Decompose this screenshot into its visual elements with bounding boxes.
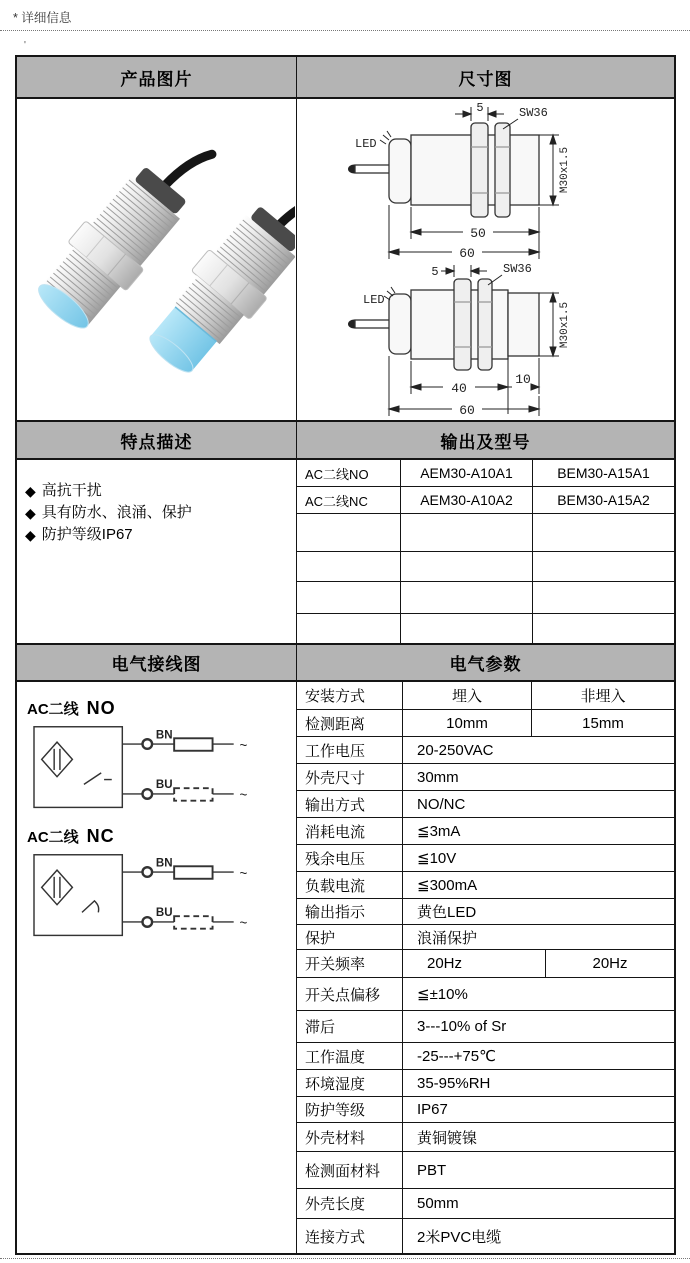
param-label: 防护等级 (297, 1097, 403, 1122)
feature-item (25, 502, 290, 524)
param-value: ≦3mA (417, 823, 461, 840)
dim1-thread-label: M30x1.5 (559, 146, 571, 194)
param-label: 安装方式 (297, 682, 403, 709)
header-electrical-params: 电气参数 (449, 655, 522, 674)
page-note: * 详细信息 (13, 11, 72, 25)
wire-bu-label: BU (155, 907, 173, 920)
dim2-gap-label: 5 (431, 265, 439, 279)
param-row (297, 1011, 674, 1043)
dim1-total-length-label: 60 (459, 246, 475, 261)
model-number: BEM30-A15A1 (557, 465, 650, 481)
wiring-cell (17, 682, 297, 1253)
header-product-image: 产品图片 (17, 57, 297, 97)
param-value: ≦10V (417, 850, 457, 867)
feature-text: 高抗干扰 (41, 482, 102, 499)
param-label: 外壳材料 (297, 1123, 403, 1151)
model-row-empty (297, 582, 674, 614)
param-value: ≦300mA (417, 877, 478, 894)
param-row (297, 1219, 674, 1253)
wiring-type: NO (86, 698, 116, 718)
section-body-1 (17, 99, 674, 420)
dim2-thread-label: M30x1.5 (559, 301, 571, 349)
param-label: 检测面材料 (297, 1152, 403, 1188)
param-row (297, 1189, 674, 1219)
param-row (297, 737, 674, 764)
spec-table (15, 55, 676, 1255)
wiring-title-nc (27, 826, 292, 847)
param-value: 非埋入 (580, 688, 626, 705)
param-label: 开关点偏移 (297, 978, 403, 1010)
param-value: PBT (417, 1161, 447, 1179)
model-row-empty (297, 614, 674, 643)
section-header-1 (17, 57, 674, 99)
header-dimension-diagram: 尺寸图 (458, 69, 513, 89)
param-row (297, 1070, 674, 1097)
ac-symbol: ~ (239, 867, 248, 883)
dim1-led-label: LED (355, 137, 377, 151)
features-cell (17, 460, 297, 643)
wiring-diagram-no (25, 721, 283, 817)
feature-item (25, 480, 290, 502)
ac-symbol: ~ (239, 789, 248, 805)
diamond-bullet-icon: ◆ (25, 527, 36, 543)
param-label: 工作电压 (297, 737, 403, 763)
wiring-type: NC (86, 826, 115, 846)
wiring-series: AC二线 (27, 829, 79, 846)
model-number: BEM30-A15A2 (557, 492, 650, 508)
param-label: 环境湿度 (297, 1070, 403, 1096)
param-value: 20Hz (592, 955, 628, 972)
param-value: 20Hz (403, 950, 546, 977)
param-row (297, 925, 674, 950)
param-label: 开关频率 (297, 950, 403, 977)
param-row (297, 710, 674, 737)
param-value: 50mm (417, 1195, 459, 1212)
section-body-3 (17, 682, 674, 1253)
param-row (297, 950, 674, 978)
wiring-title-no (27, 698, 292, 719)
ac-symbol: ~ (239, 739, 248, 755)
param-value: 黄铜镀镍 (417, 1129, 478, 1147)
model-row (297, 487, 674, 514)
param-label: 外壳尺寸 (297, 764, 403, 790)
param-row (297, 845, 674, 872)
header-output-models: 输出及型号 (440, 432, 531, 452)
param-value: NO/NC (417, 795, 466, 813)
dim2-wrench-label: SW36 (503, 262, 532, 276)
param-label: 消耗电流 (297, 818, 403, 844)
product-photo (17, 99, 295, 420)
dimension-drawings (297, 99, 673, 420)
section-header-2 (17, 420, 674, 460)
diamond-bullet-icon: ◆ (25, 483, 36, 499)
param-label: 残余电压 (297, 845, 403, 871)
param-label: 输出指示 (297, 899, 403, 924)
param-label: 输出方式 (297, 791, 403, 817)
param-value: 浪涌保护 (417, 929, 478, 947)
param-value: 3---10% of Sr (417, 1018, 507, 1035)
param-label: 保护 (297, 925, 403, 949)
param-row (297, 791, 674, 818)
param-row (297, 1152, 674, 1189)
param-value: IP67 (417, 1101, 448, 1118)
feature-text: 防护等级IP67 (41, 526, 133, 543)
params-cell (297, 682, 674, 1253)
wiring-diagram-nc (25, 849, 283, 945)
param-label: 滞后 (297, 1011, 403, 1042)
param-value: ≦±10% (417, 986, 468, 1003)
dim2-total-length-label: 60 (459, 403, 475, 418)
param-label: 连接方式 (297, 1219, 403, 1253)
param-label: 工作温度 (297, 1043, 403, 1069)
dim2-body-length-label: 40 (451, 381, 467, 396)
param-label: 检测距离 (297, 710, 403, 736)
wire-bu-label: BU (155, 779, 173, 792)
diamond-bullet-icon: ◆ (25, 505, 36, 521)
param-row (297, 764, 674, 791)
feature-text: 具有防水、浪涌、保护 (41, 504, 192, 521)
model-output-type: AC二线NO (297, 460, 401, 486)
param-value: 10mm (403, 710, 532, 736)
bottom-divider (0, 1258, 690, 1259)
param-value: 30mm (417, 768, 459, 786)
param-value: -25---+75℃ (417, 1048, 496, 1065)
param-value: 2米PVC电缆 (417, 1228, 502, 1246)
param-value: 35-95%RH (417, 1074, 491, 1092)
model-row-empty (297, 514, 674, 552)
wiring-series: AC二线 (27, 701, 79, 718)
wire-bn-label: BN (155, 857, 173, 870)
section-header-3 (17, 643, 674, 682)
param-row (297, 682, 674, 710)
feature-item (25, 524, 290, 546)
dimension-diagram-cell (297, 99, 674, 420)
param-value: 15mm (582, 714, 624, 732)
param-row (297, 818, 674, 845)
dim1-gap-label: 5 (476, 101, 484, 115)
model-number: AEM30-A10A1 (401, 460, 533, 486)
model-row-empty (297, 552, 674, 582)
wire-bn-label: BN (155, 729, 173, 742)
section-body-2 (17, 460, 674, 643)
model-output-type: AC二线NC (297, 487, 401, 513)
param-label: 外壳长度 (297, 1189, 403, 1218)
model-number: AEM30-A10A2 (401, 487, 533, 513)
dim2-head-length-label: 10 (515, 372, 531, 387)
top-divider (0, 30, 690, 31)
param-row (297, 1043, 674, 1070)
ac-symbol: ~ (239, 917, 248, 933)
param-value: 埋入 (403, 682, 532, 709)
param-row (297, 1123, 674, 1152)
dim1-wrench-label: SW36 (519, 106, 548, 120)
param-label: 负载电流 (297, 872, 403, 898)
model-row (297, 460, 674, 487)
param-value: 黄色LED (417, 904, 477, 921)
header-features: 特点描述 (17, 422, 297, 458)
param-row (297, 899, 674, 925)
dim2-led-label: LED (363, 293, 385, 307)
product-photo-cell (17, 99, 297, 420)
param-row (297, 1097, 674, 1123)
param-value: 20-250VAC (417, 741, 494, 759)
param-row (297, 978, 674, 1011)
dim1-body-length-label: 50 (470, 226, 486, 241)
param-row (297, 872, 674, 899)
stray-mark: ' (24, 40, 26, 51)
header-wiring-diagram: 电气接线图 (17, 645, 297, 680)
models-cell (297, 460, 674, 643)
